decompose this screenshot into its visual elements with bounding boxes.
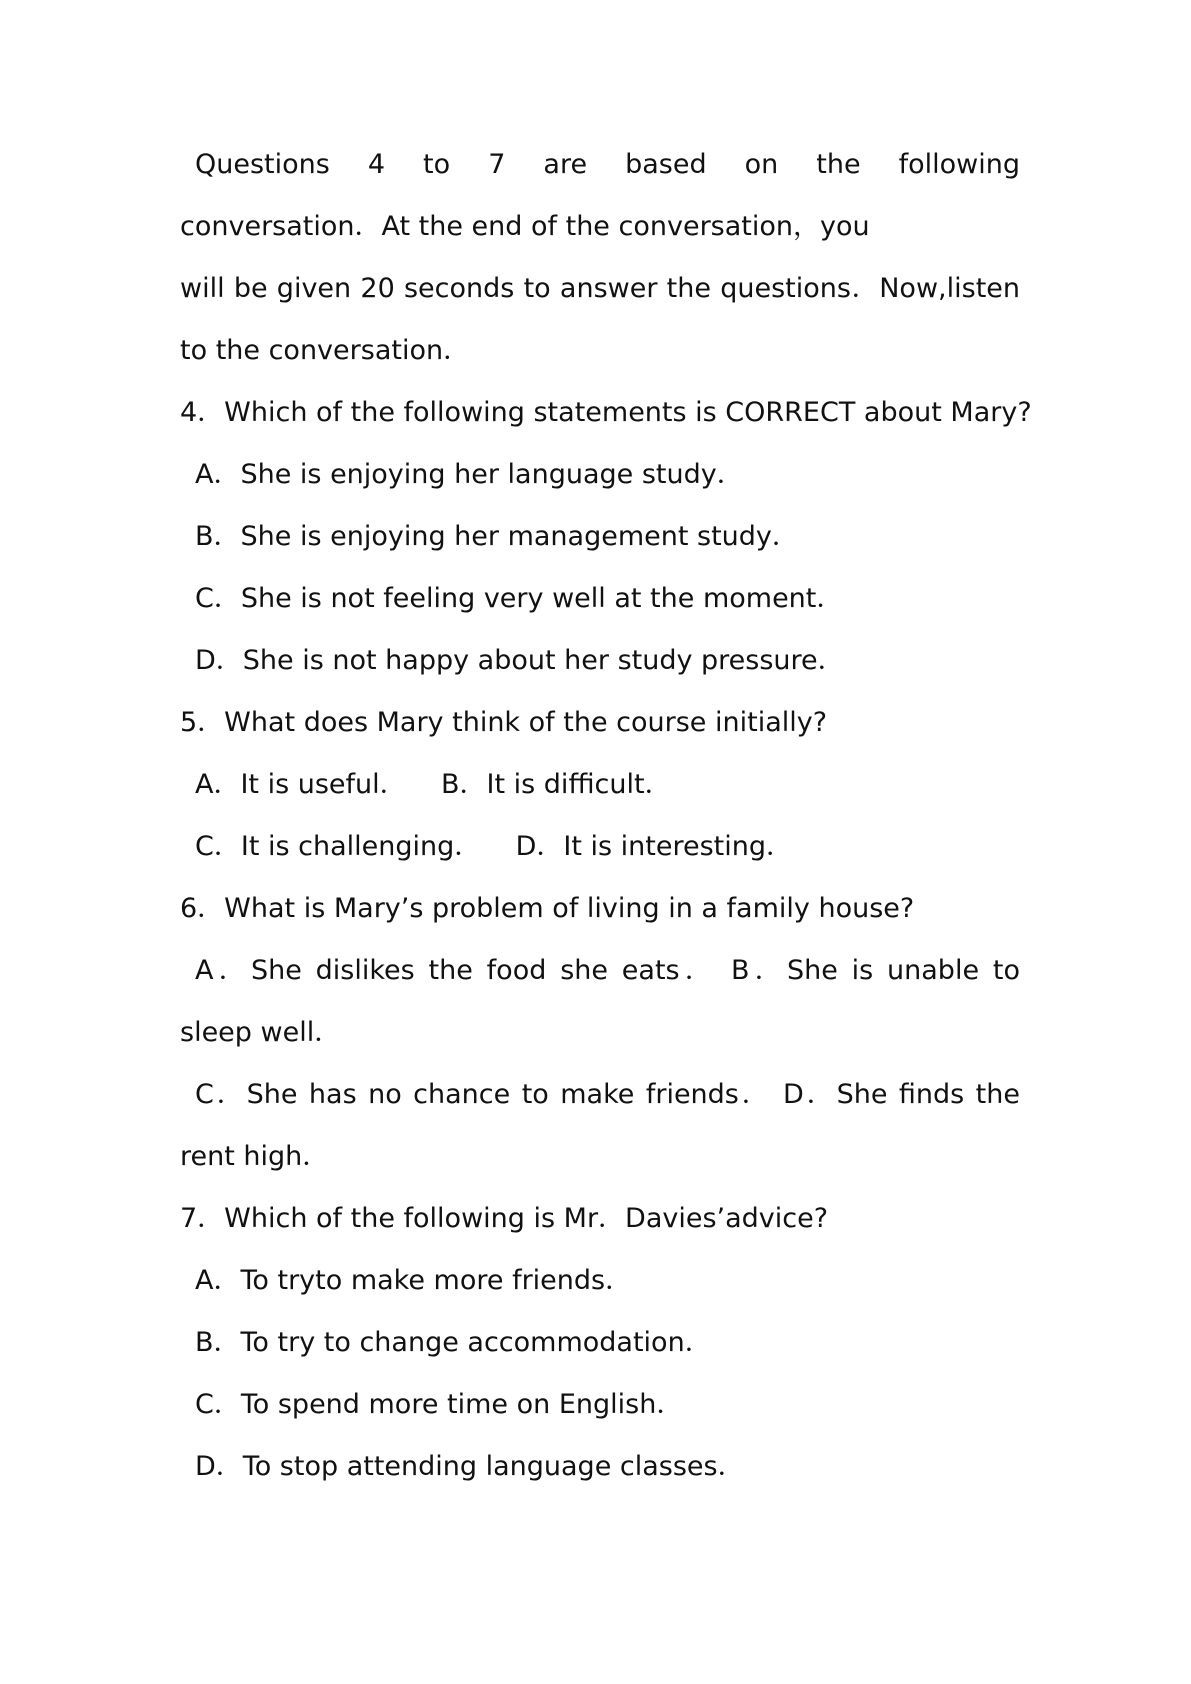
question-4-option-b: B．She is enjoying her management study． (195, 521, 799, 552)
question-4-option-c: C．She is not feeling very well at the moment． (195, 583, 844, 614)
intro-line-1: Questions 4 to 7 are based on the following (195, 149, 1020, 180)
question-7-option-c: C．To spend more time on English． (195, 1389, 684, 1420)
question-5-options-cd: C．It is challenging． D．It is interesting． (195, 831, 793, 862)
question-7-option-a: A．To tryto make more friends． (195, 1265, 633, 1296)
question-4-stem: 4．Which of the following statements is CORRECT about Mary? (180, 397, 1032, 428)
question-7-option-d: D．To stop attending language classes． (195, 1451, 745, 1482)
question-6-option-b-continued: sleep well． (180, 1017, 342, 1048)
question-4-option-d: D．She is not happy about her study pressure． (195, 645, 845, 676)
question-6-options-ab: A．She dislikes the food she eats． B．She is unable to (195, 955, 1020, 986)
question-7-option-b: B．To try to change accommodation． (195, 1327, 712, 1358)
question-6-option-d-continued: rent high． (180, 1141, 330, 1172)
intro-line-3: will be given 20 seconds to answer the questions．Now,listen (180, 273, 1020, 304)
intro-line-2: conversation．At the end of the conversation，you (180, 211, 870, 242)
intro-line-4: to the conversation． (180, 335, 471, 366)
question-4-option-a: A．She is enjoying her language study． (195, 459, 744, 490)
question-7-stem: 7．Which of the following is Mr．Davies’advice? (180, 1203, 829, 1234)
question-5-stem: 5．What does Mary think of the course initially? (180, 707, 828, 738)
question-5-options-ab: A．It is useful． B．It is difficult． (195, 769, 672, 800)
question-6-options-cd: C．She has no chance to make friends． D．She finds the (195, 1079, 1020, 1110)
question-6-stem: 6．What is Mary’s problem of living in a family house? (180, 893, 915, 924)
